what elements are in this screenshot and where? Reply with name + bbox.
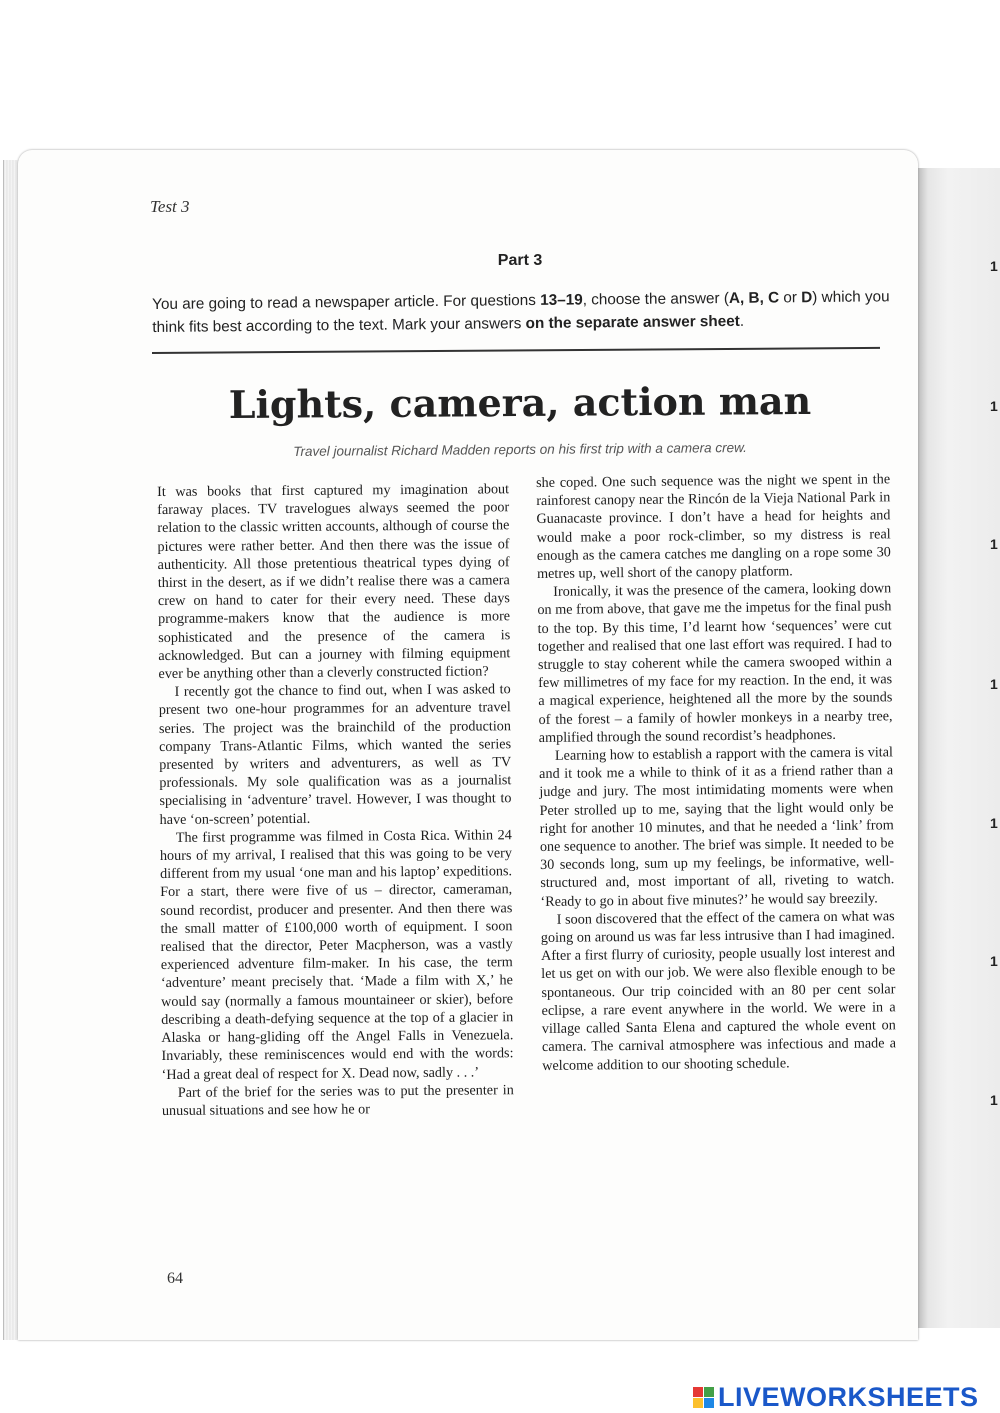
answer-options: A, B, C (728, 289, 780, 307)
margin-number: 1 (990, 953, 998, 969)
article-standfirst: Travel journalist Richard Madden reports on his first trip with a camera crew. (293, 440, 747, 459)
paragraph: I recently got the chance to find out, when I was asked to present two one-hour programmes for an adventure travel series. The project was the brainchild of the production company Trans-Atlantic Films, which wanted the series presented by writers and adventurers, as well as TV professionals. My sole qualification was as a journalist specialising in ‘adventure’ travel. However, I was thought to have ‘on-screen’ potential. (158, 681, 512, 828)
margin-number: 1 (990, 258, 998, 274)
paragraph: Ironically, it was the presence of the camera, looking down on me from above, that gave me the impetus for the final push to the top. By this time, I’d learnt how ‘sequences’ were cut together and realised that one last effort was required. I had to struggle to stay coherent while the camera swooped within a few millimetres of my face for my reaction. In the end, it was a magical experience, heightened all the more by the sounds of the forest – a family of howler monkeys in a nearby tree, amplified through the sound recordist’s headphones. (537, 580, 893, 746)
paragraph: It was books that first captured my imagination about faraway places. TV travelogues always seemed the poor relation to the classic written accounts, although of course the pictures were rather better. And then there was the issue of authenticity. All those pretentious theatrical types dying of thirst in the desert, as if we didn’t realise there was a camera crew on hand to cater for their every need. These days programme-makers know that the audience is more sophisticated and the presence of the camera is acknowledged. But can a journey with filming equipment ever be anything other than a cleverly constructed fiction? (157, 481, 511, 683)
margin-number: 1 (990, 398, 998, 414)
article-column-left (157, 480, 514, 1120)
part-title: Part 3 (497, 252, 543, 269)
paragraph: The first programme was filmed in Costa Rica. Within 24 hours of my arrival, I realised that this was going to be very different from my usual ‘one man and his laptop’ expeditions. For a start, there were five of us – director, cameraman, sound recordist, producer and presenter. And then there was the small matter of £100,000 worth of equipment. I soon realised that the director, Peter Macpherson, was a vastly experienced adventure film-maker. In his case, the term ‘adventure’ meant precisely that. ‘Made a film with X,’ he would say (normally a famous mountaineer or skier), before describing a death-defying sequence at the top of a glacier in Alaska or hang-gliding off the Angel Falls in Venezuela. Invariably, these reminiscences would end with the words: ‘Had a great deal of respect for X. Dead now, sadly . . .’ (159, 827, 514, 1083)
running-head: Test 3 (150, 197, 190, 216)
answer-sheet-note: on the separate answer sheet (525, 312, 740, 333)
question-range: 13–19 (540, 291, 583, 309)
margin-number: 1 (990, 536, 998, 552)
task-instructions: You are going to read a newspaper article. For questions 13–19, choose the answer (A, B, C or D) which you think fits best according to the text. Mark your answers on the separate answer sheet. (152, 288, 890, 336)
logo-square (704, 1387, 714, 1397)
logo-square (693, 1387, 703, 1397)
article-column-right (536, 470, 896, 1074)
article-headline: Lights, camera, action man (228, 377, 812, 428)
scan-background (0, 0, 1000, 160)
margin-number: 1 (990, 676, 998, 692)
paragraph: I soon discovered that the effect of the camera on what was going on around us was far less intrusive than I had imagined. After a first flurry of curiosity, people usually lost interest and let us get on with our job. We were also flexible enough to be spontaneous. Our trip coincided with an 80 per cent solar eclipse, a rare event anywhere in the world. We were in a village called Santa Elena and captured the whole event on camera. The carnival atmosphere was infectious and made a welcome addition to our shooting schedule. (540, 908, 897, 1074)
paragraph: she coped. One such sequence was the night we spent in the rainforest canopy near the Rincón de la Vieja National Park in Guanacaste province. I don’t have a head for heights and would make a poor rock-climber, so my distress is real enough as the camera catches me dangling on a rope some 30 metres up, well short of the canopy platform. (536, 471, 891, 583)
paragraph: Learning how to establish a rapport with the camera is vital and it took me a while to think of it as a friend rather than a judge and jury. The most intimidating moments were when Peter strolled up to me, saying that the light would only be right for another 10 minutes, and that he needed a ‘link’ from one sequence to another. The brief was simple. It needed to be 30 seconds long, sum up my feelings, be informative, well-structured and, most important of all, riveting to watch. ‘Ready to go in about five minutes?’ he would say breezily. (539, 744, 895, 910)
logo-square (704, 1398, 714, 1408)
logo-square (693, 1398, 703, 1408)
facing-page-edge (918, 168, 1000, 1328)
margin-number: 1 (990, 1092, 998, 1108)
watermark-text: LIVEWORKSHEETS (718, 1382, 979, 1412)
liveworksheets-watermark (693, 1382, 979, 1413)
paragraph: Part of the brief for the series was to put the presenter in unusual situations and see how he or (161, 1081, 514, 1119)
margin-number: 1 (990, 815, 998, 831)
page-number: 64 (167, 1270, 183, 1287)
answer-option-d: D (801, 289, 813, 307)
liveworksheets-logo-icon (693, 1387, 714, 1408)
